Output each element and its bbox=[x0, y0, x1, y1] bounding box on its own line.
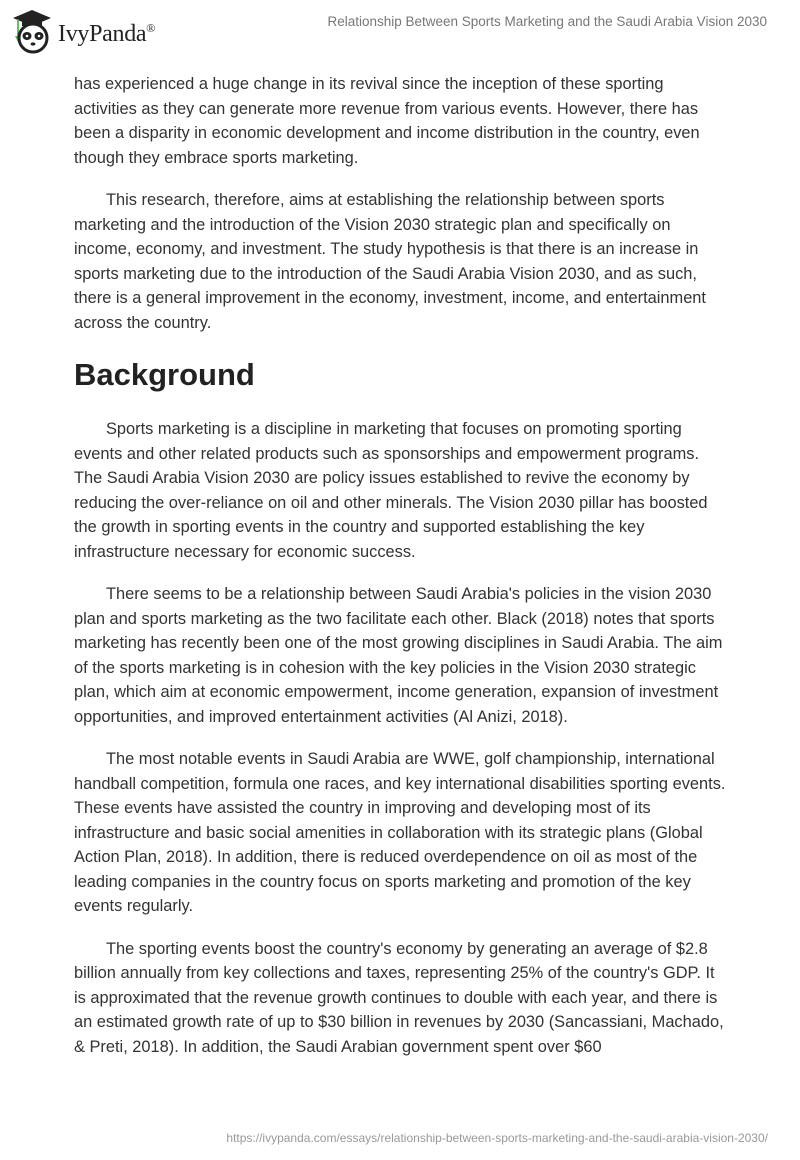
paragraph: The most notable events in Saudi Arabia are WWE, golf championship, international handball competition, formula one races, and key international disabilities sporting events. These events have assisted the country in improving and developing most of its infrastructure and basic social amenities in collaboration with its strategic plans (Global Action Plan, 2018). In addition, there is reduced overdependence on oil as most of the leading companies in the country focus on sports marketing and promotion of the key events regularly. bbox=[74, 750, 726, 915]
paragraph: This research, therefore, aims at establishing the relationship between sports marketing and the introduction of the Vision 2030 strategic plan and specifically on income, economy, and investment. The study hypothesis is that there is an increase in sports marketing due to the introduction of the Saudi Arabia Vision 2030, and as such, there is a general improvement in the economy, investment, income, and entertainment across the country. bbox=[74, 191, 706, 332]
essay-content bbox=[74, 72, 730, 1077]
logo[interactable] bbox=[12, 8, 155, 54]
paragraph: The sporting events boost the country's economy by generating an average of $2.8 billion annually from key collections and taxes, representing 25% of the country's GDP. It is approximated that the revenue growth continues to double with each year, and there is an estimated growth rate of up to $30 billion in revenues by 2030 (Sancassiani, Machado, & Preti, 2018). In addition, the Saudi Arabian government spent over $60 bbox=[74, 939, 724, 1056]
panda-graduate-icon bbox=[12, 8, 52, 54]
section-heading: Background bbox=[74, 357, 255, 392]
paragraph: Sports marketing is a discipline in marketing that focuses on promoting sporting events and other related products such as sponsorships and empowerment programs. The Saudi Arabia Vision 2030 are policy issues established to revive the economy by reducing the over-reliance on oil and other minerals. The Vision 2030 pillar has boosted the growth in sporting events in the country and supported establishing the key infrastructure necessary for economic success. bbox=[74, 420, 708, 561]
paragraph: has experienced a huge change in its revival since the inception of these sporting activities as they can generate more revenue from various events. However, there has been a disparity in economic development and income distribution in the country, even though they embrace sports marketing. bbox=[74, 75, 700, 167]
logo-text: IvyPanda® bbox=[58, 20, 156, 47]
document-title: Relationship Between Sports Marketing and the Saudi Arabia Vision 2030 bbox=[327, 14, 767, 29]
paragraph: There seems to be a relationship between Saudi Arabia's policies in the vision 2030 plan and sports marketing as the two facilitate each other. Black (2018) notes that sports marketing has recently been one of the most growing disciplines in Saudi Arabia. The aim of the sports marketing is in cohesion with the key policies in the Vision 2030 strategic plan, which aim at economic empowerment, income generation, expansion of investment opportunities, and improved entertainment activities (Al Anizi, 2018). bbox=[74, 585, 723, 726]
source-url[interactable]: https://ivypanda.com/essays/relationship-between-sports-marketing-and-the-saudi-arabia-vision-2030/ bbox=[226, 1131, 768, 1145]
